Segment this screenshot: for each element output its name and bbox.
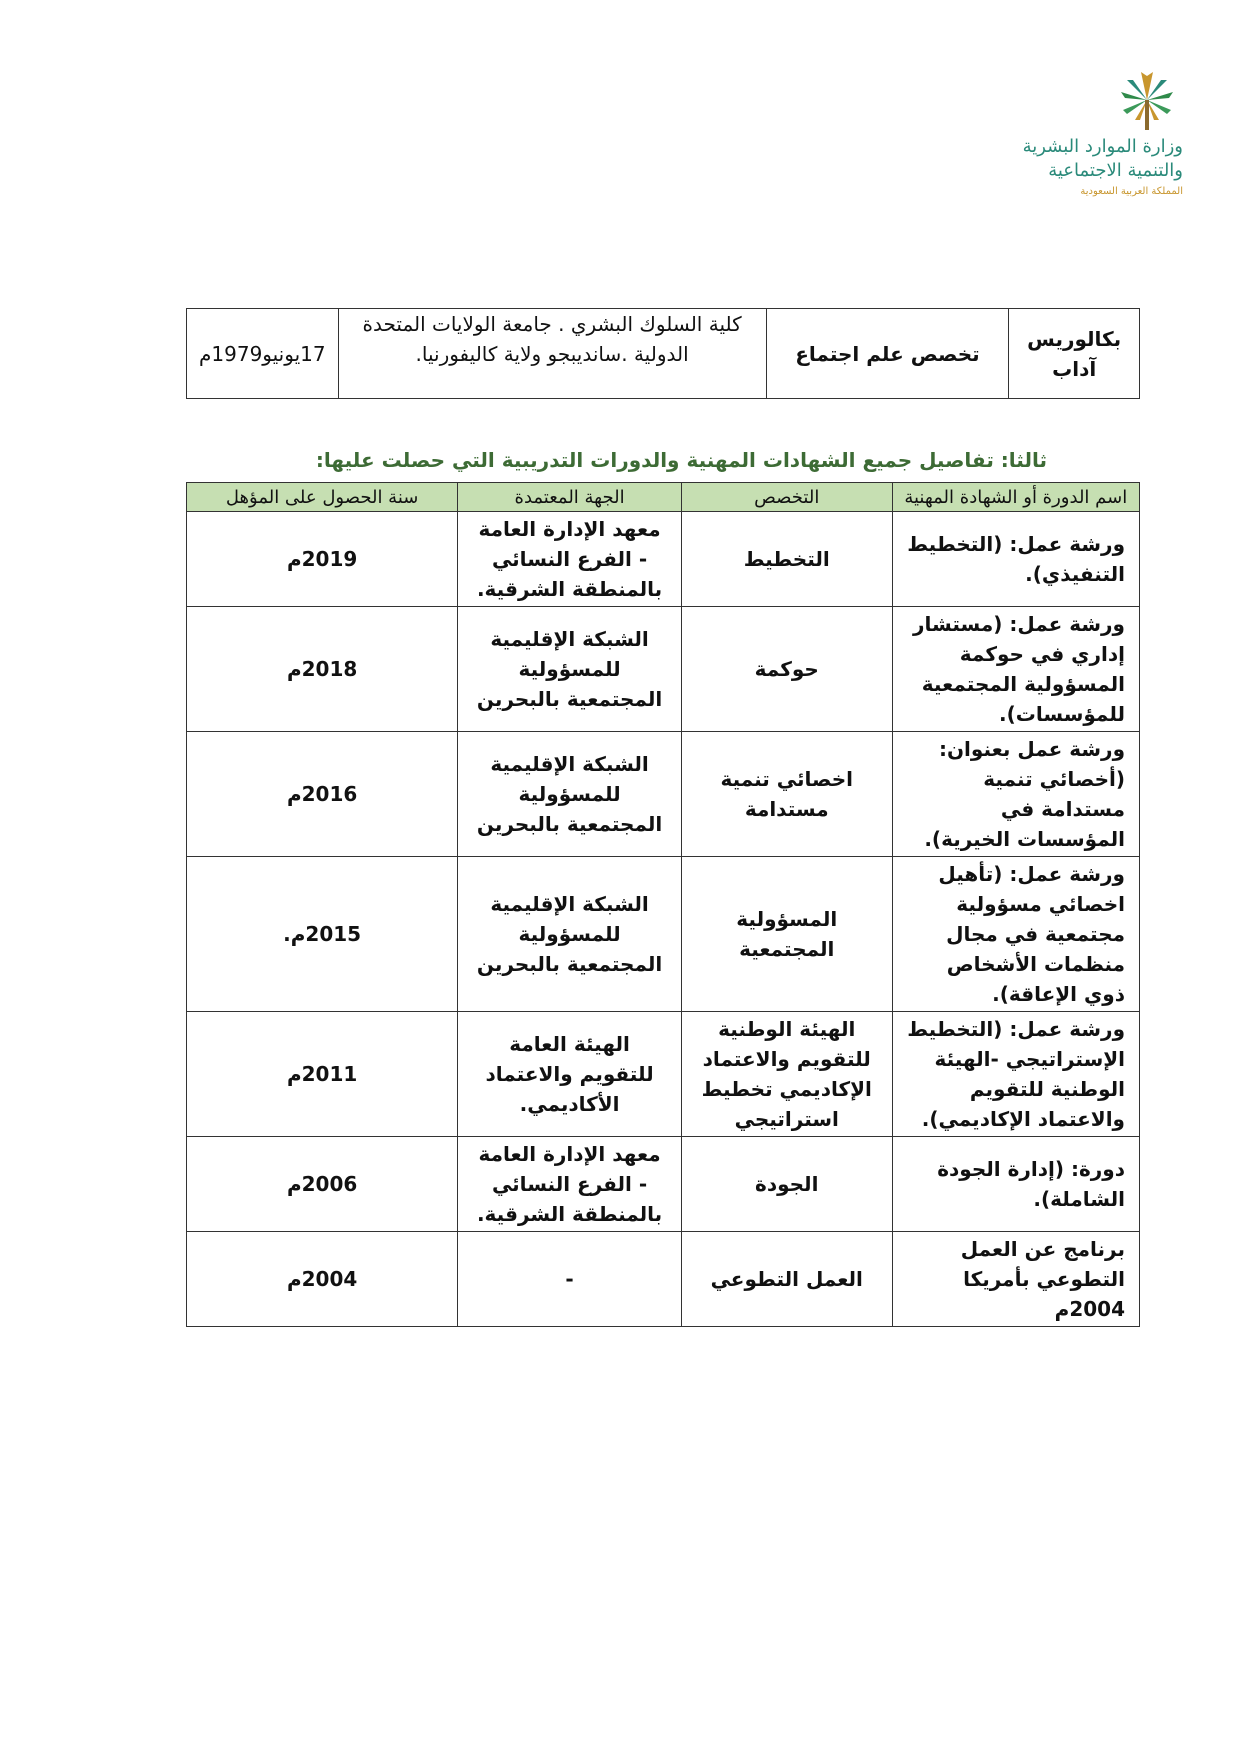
issuer-cell: الهيئة العامة للتقويم والاعتماد الأكاديمي. — [458, 1012, 682, 1137]
header-specialty: التخصص — [681, 483, 892, 512]
section-title: ثالثا: تفاصيل جميع الشهادات المهنية والدورات التدريبية التي حصلت عليها: — [315, 448, 1047, 472]
table-row — [187, 512, 1140, 607]
logo-line-1: وزارة الموارد البشرية — [1022, 136, 1183, 157]
courses-table — [186, 482, 1140, 1327]
course-name-cell: ورشة عمل: (مستشار إداري في حوكمة المسؤولية المجتمعية للمؤسسات). — [892, 607, 1139, 732]
year-cell: 2006م — [187, 1137, 458, 1232]
specialty-cell: الهيئة الوطنية للتقويم والاعتماد الإكاديمي تخطيط استراتيجي — [681, 1012, 892, 1137]
specialty-cell: العمل التطوعي — [681, 1232, 892, 1327]
table-row — [187, 607, 1140, 732]
year-cell: 2015م. — [187, 857, 458, 1012]
issuer-cell: معهد الإدارة العامة - الفرع النسائي بالمنطقة الشرقية. — [458, 1137, 682, 1232]
course-name-cell: دورة: (إدارة الجودة الشاملة). — [892, 1137, 1139, 1232]
course-name-cell: ورشة عمل: (التخطيط التنفيذي). — [892, 512, 1139, 607]
institution-cell: كلية السلوك البشري . جامعة الولايات المتحدة الدولية .سانديبجو ولاية كاليفورنيا. — [338, 309, 766, 399]
issuer-cell: معهد الإدارة العامة - الفرع النسائي بالمنطقة الشرقية. — [458, 512, 682, 607]
degree-table — [186, 308, 1140, 399]
year-cell: 2004م — [187, 1232, 458, 1327]
logo-line-2: والتنمية الاجتماعية — [1048, 160, 1183, 181]
specialty-cell: المسؤولية المجتمعية — [681, 857, 892, 1012]
table-row — [187, 1137, 1140, 1232]
issuer-cell: الشبكة الإقليمية للمسؤولية المجتمعية بالبحرين — [458, 857, 682, 1012]
course-name-cell: برنامج عن العمل التطوعي بأمريكا 2004م — [892, 1232, 1139, 1327]
palm-emblem-icon — [1117, 70, 1177, 132]
header-issuer: الجهة المعتمدة — [458, 483, 682, 512]
course-name-cell: ورشة عمل: (التخطيط الإستراتيجي -الهيئة الوطنية للتقويم والاعتماد الإكاديمي). — [892, 1012, 1139, 1137]
issuer-cell: الشبكة الإقليمية للمسؤولية المجتمعية بالبحرين — [458, 607, 682, 732]
specialty-cell: اخصائي تنمية مستدامة — [681, 732, 892, 857]
course-name-cell: ورشة عمل: (تأهيل اخصائي مسؤولية مجتمعية في مجال منظمات الأشخاص ذوي الإعاقة). — [892, 857, 1139, 1012]
degree-cell: بكالوريس آداب — [1009, 309, 1140, 399]
table-row — [187, 732, 1140, 857]
year-cell: 2018م — [187, 607, 458, 732]
issuer-cell: - — [458, 1232, 682, 1327]
header-course-name: اسم الدورة أو الشهادة المهنية — [892, 483, 1139, 512]
degree-row — [187, 309, 1140, 399]
table-row — [187, 1012, 1140, 1137]
header-year: سنة الحصول على المؤهل — [187, 483, 458, 512]
header-row — [187, 483, 1140, 512]
issuer-cell: الشبكة الإقليمية للمسؤولية المجتمعية بالبحرين — [458, 732, 682, 857]
specialty-cell: التخطيط — [681, 512, 892, 607]
year-cell: 2011م — [187, 1012, 458, 1137]
major-cell: تخصص علم اجتماع — [766, 309, 1009, 399]
ministry-logo — [1022, 70, 1183, 210]
table-row — [187, 1232, 1140, 1327]
logo-line-3: المملكة العربية السعودية — [1080, 186, 1183, 197]
course-name-cell: ورشة عمل بعنوان: (أخصائي تنمية مستدامة في المؤسسات الخيرية). — [892, 732, 1139, 857]
specialty-cell: حوكمة — [681, 607, 892, 732]
year-cell: 2016م — [187, 732, 458, 857]
specialty-cell: الجودة — [681, 1137, 892, 1232]
table-row — [187, 857, 1140, 1012]
date-cell: 17يونيو1979م — [187, 309, 339, 399]
year-cell: 2019م — [187, 512, 458, 607]
